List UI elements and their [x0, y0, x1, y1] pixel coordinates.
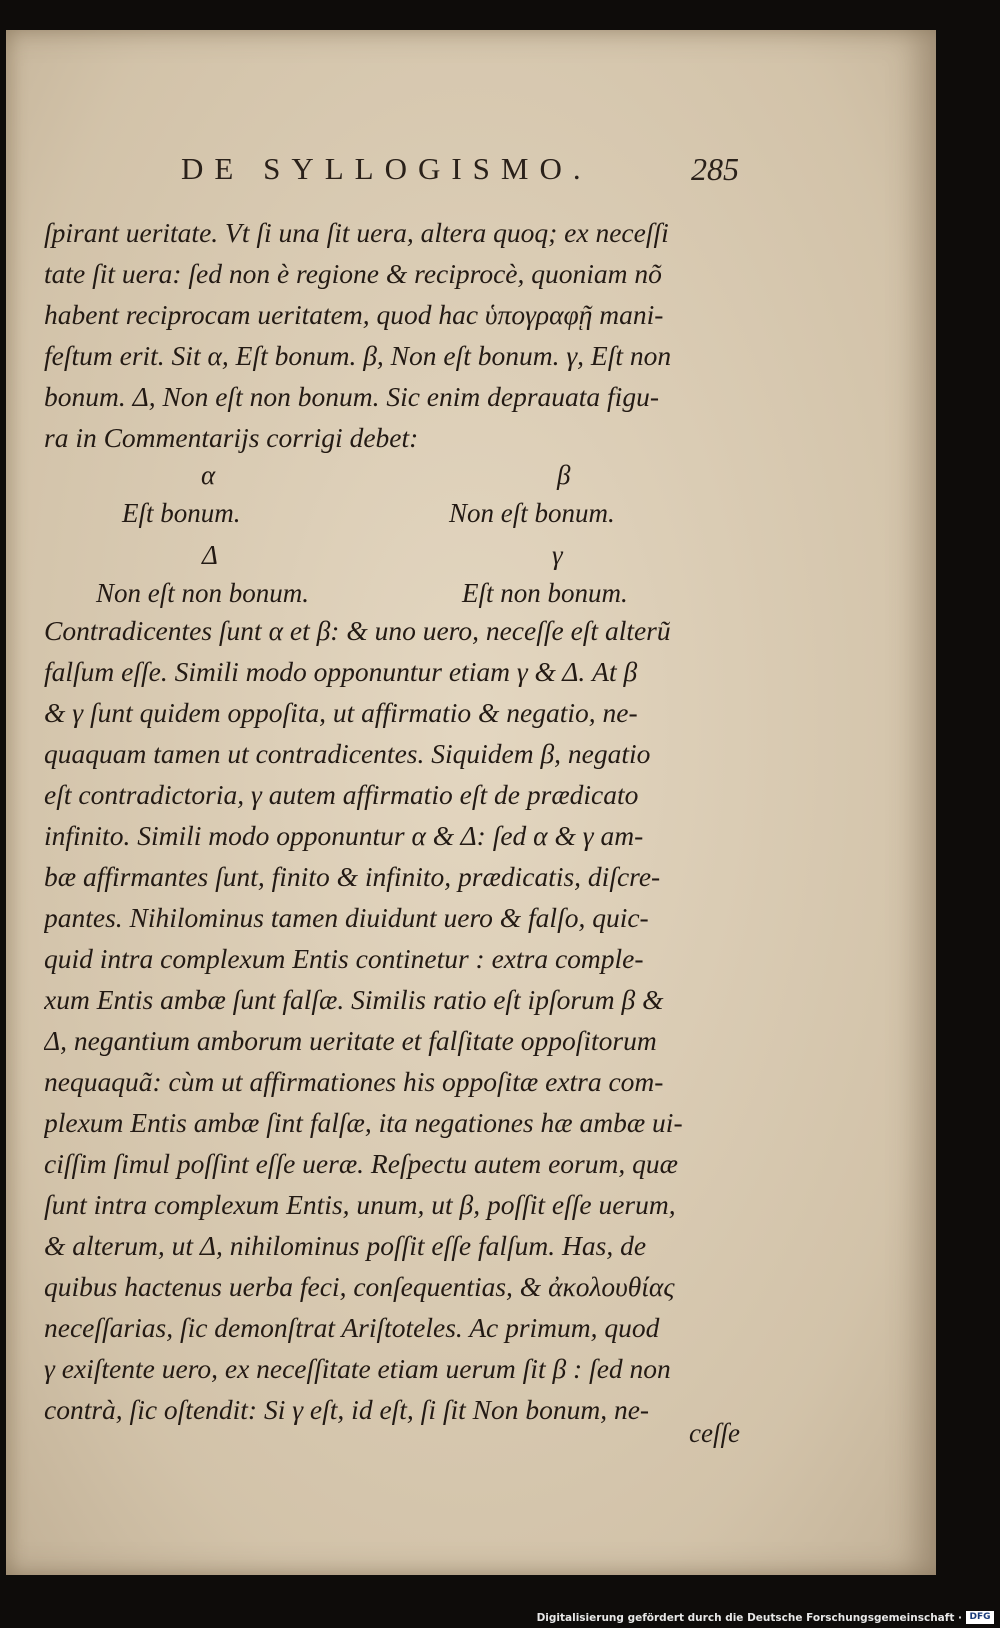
figure-label-delta: Δ [202, 540, 218, 570]
text-line: xum Entis ambæ ſunt falſæ. Similis ratio eſt ipſorum β & [44, 984, 664, 1015]
text-line: bæ affirmantes ſunt, finito & infinito, prædicatis, diſcre- [44, 861, 661, 892]
text-line: ſpirant ueritate. Vt ſi una ſit uera, altera quoq; ex neceſſi [44, 217, 669, 248]
text-line: quid intra complexum Entis continetur : extra comple- [44, 943, 644, 974]
text-line: & γ ſunt quidem oppoſita, ut affirmatio & negatio, ne- [44, 697, 638, 728]
running-title: DE SYLLOGISMO. [181, 151, 592, 186]
book-page [6, 30, 936, 1575]
text-line: Δ, negantium amborum ueritate et falſitate oppoſitorum [44, 1025, 657, 1056]
text-line: habent reciprocam ueritatem, quod hac ὑπογραφῇ mani- [44, 299, 664, 330]
figure-text-alpha: Eſt bonum. [122, 498, 241, 528]
text-line: γ exiſtente uero, ex neceſſitate etiam uerum ſit β : ſed non [44, 1353, 671, 1384]
figure-label-gamma: γ [552, 540, 563, 570]
text-line: tate ſit uera: ſed non è regione & reciprocè, quoniam nõ [44, 258, 662, 289]
figure-label-beta: β [557, 460, 571, 490]
page-number: 285 [691, 151, 739, 187]
text-line: Contradicentes ſunt α et β: & uno uero, neceſſe eſt alterũ [44, 615, 671, 646]
text-line: feſtum erit. Sit α, Eſt bonum. β, Non eſt bonum. γ, Eſt non [44, 340, 672, 371]
figure-text-beta: Non eſt bonum. [449, 498, 615, 528]
text-line: quaquam tamen ut contradicentes. Siquidem β, negatio [44, 738, 651, 769]
text-line: nequaquã: cùm ut affirmationes his oppoſitæ extra com- [44, 1066, 664, 1097]
text-block-bottom [44, 610, 756, 1430]
text-block-top [44, 212, 756, 622]
text-line: & alterum, ut Δ, nihilominus poſſit eſſe falſum. Has, de [44, 1230, 647, 1261]
opposition-figure [44, 458, 756, 622]
text-line: ra in Commentarijs corrigi debet: [44, 422, 419, 453]
text-line: contrà, ſic oſtendit: Si γ eſt, id eſt, ſi ſit Non bonum, ne- [44, 1394, 650, 1425]
text-line: plexum Entis ambæ ſint falſæ, ita negationes hæ ambæ ui- [44, 1107, 683, 1138]
text-line: eſt contradictoria, γ autem affirmatio eſt de prædicato [44, 779, 639, 810]
text-line: quibus hactenus uerba feci, conſequentias, & ἀκολουθίας [44, 1271, 675, 1302]
attribution-text: Digitalisierung gefördert durch die Deutsche Forschungsgemeinschaft · [536, 1612, 962, 1624]
text-line: ſunt intra complexum Entis, unum, ut β, poſſit eſſe uerum, [44, 1189, 676, 1220]
catchword: ceſſe [689, 1418, 740, 1448]
figure-text-gamma: Eſt non bonum. [462, 578, 628, 608]
dfg-logo: DFG [966, 1611, 994, 1624]
figure-text-delta: Non eſt non bonum. [96, 578, 309, 608]
text-line: infinito. Simili modo opponuntur α & Δ: ſed α & γ am- [44, 820, 644, 851]
text-line: bonum. Δ, Non eſt non bonum. Sic enim deprauata figu- [44, 381, 659, 412]
text-line: pantes. Nihilominus tamen diuidunt uero & falſo, quic- [44, 902, 649, 933]
text-line: falſum eſſe. Simili modo opponuntur etiam γ & Δ. At β [44, 656, 638, 687]
figure-label-alpha: α [201, 460, 216, 490]
attribution-bar [0, 1604, 1000, 1628]
text-line: ciſſim ſimul poſſint eſſe ueræ. Reſpectu autem eorum, quæ [44, 1148, 678, 1179]
text-line: neceſſarias, ſic demonſtrat Ariſtoteles. Ac primum, quod [44, 1312, 660, 1343]
